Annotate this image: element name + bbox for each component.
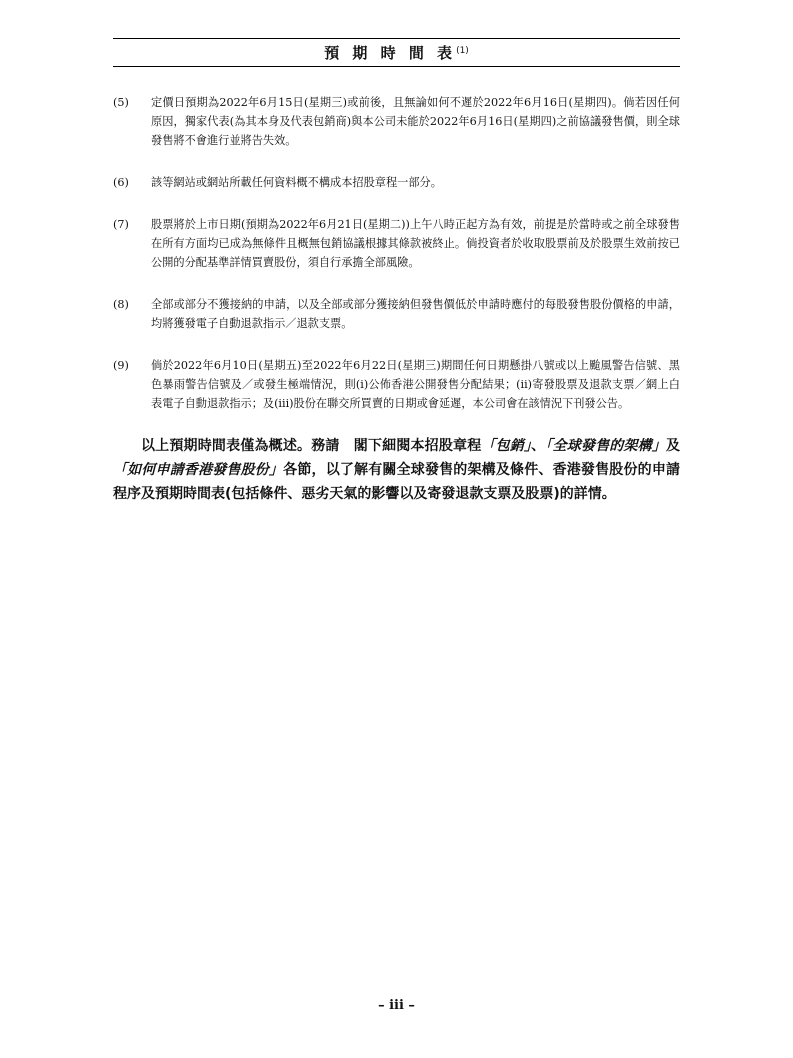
note-number: (7) <box>113 218 129 231</box>
page-number: – iii – <box>378 998 415 1013</box>
summary-ref-how-to-apply: 「如何申請香港發售股份」 <box>113 462 284 478</box>
note-item-6 <box>113 173 680 192</box>
note-number: (5) <box>113 96 129 109</box>
note-text: 股票將於上市日期(預期為2022年6月21日(星期二))上午八時正起方為有效，前提是於當時或之前全球發售在所有方面均已成為無條件且概無包銷協議根據其條款被終止。倘投資者於收取股票前及於股票生效前按已公開的分配基準詳情買賣股份，須自行承擔全部風險。 <box>151 218 680 269</box>
note-text: 全部或部分不獲接納的申請，以及全部或部分獲接納但發售價低於申請時應付的每股發售股份價格的申請，均將獲發電子自動退款指示／退款支票。 <box>151 298 680 330</box>
header-top-rule <box>113 38 680 39</box>
summary-paragraph <box>113 434 680 506</box>
note-item-9 <box>113 356 680 413</box>
note-text: 定價日預期為2022年6月15日(星期三)或前後，且無論如何不遲於2022年6月16日(星期四)。倘若因任何原因，獨家代表(為其本身及代表包銷商)與本公司未能於2022年6月16日(星期四)之前協議發售價，則全球發售將不會進行並將告失效。 <box>151 96 680 147</box>
header-title-note: (1) <box>456 46 469 56</box>
summary-part-2: 各節，以了解有關全球發售的架構及條件、香港發售股份的申請程序及預期時間表(包括條件、惡劣天氣的影響以及寄發退款支票及股票)的詳情。 <box>113 462 681 502</box>
note-number: (6) <box>113 176 129 189</box>
header-title-text: 預 期 時 間 表 <box>324 44 457 62</box>
note-item-7 <box>113 215 680 272</box>
note-item-5 <box>113 93 680 150</box>
notes-list <box>113 93 680 436</box>
note-text: 倘於2022年6月10日(星期五)至2022年6月22日(星期三)期間任何日期懸掛八號或以上颱風警告信號、黑色暴雨警告信號及／或發生極端情況，則(i)公佈香港公開發售分配結果；(ii)寄發股票及退款支票／網上白表電子自動退款指示；及(iii)股份在聯交所買賣的日期或會延遲，本公司會在該情況下刊發公告。 <box>151 359 680 410</box>
note-number: (9) <box>113 359 129 372</box>
note-number: (8) <box>113 298 129 311</box>
note-item-8 <box>113 295 680 333</box>
summary-ref-underwriting: 「包銷」 <box>481 438 532 454</box>
summary-sep-2: 及 <box>666 438 681 454</box>
page-header-title <box>113 42 680 63</box>
summary-sep-1: 、 <box>531 438 546 454</box>
summary-ref-structure: 「全球發售的架構」 <box>545 438 667 454</box>
note-text: 該等網站或網站所載任何資料概不構成本招股章程一部分。 <box>151 176 442 189</box>
summary-part-1: 以上預期時間表僅為概述。務請 閣下細閱本招股章程 <box>141 438 482 454</box>
header-bottom-rule <box>113 66 680 67</box>
